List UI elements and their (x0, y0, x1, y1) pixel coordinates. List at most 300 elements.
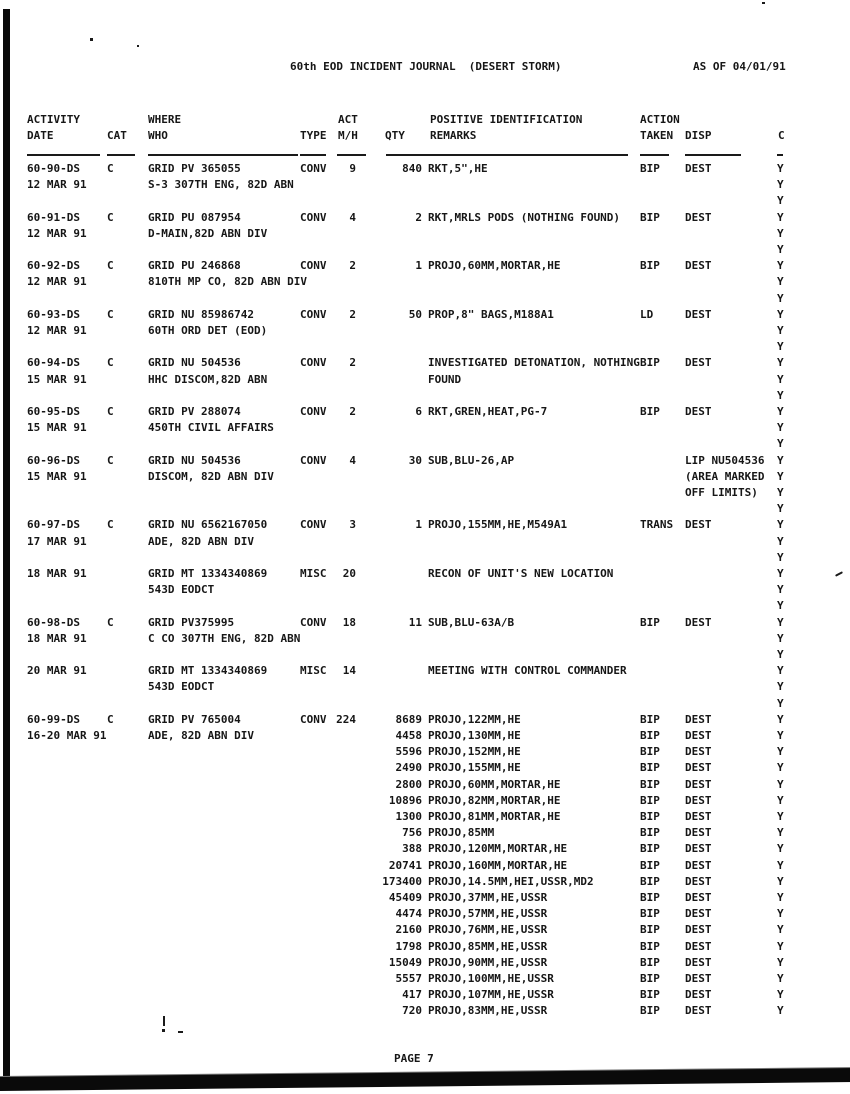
action-taken-cell: BIP (640, 988, 660, 1002)
col-header-qty: QTY (385, 129, 405, 142)
complete-flag-cell: Y (777, 356, 784, 370)
act-mh-cell: 4 (349, 453, 356, 467)
journal-line (0, 421, 850, 437)
col-header-disp: DISP (685, 129, 712, 142)
disp-cell: DEST (685, 729, 712, 742)
type-cell: CONV (300, 405, 327, 418)
remarks-cell: PROJO,152MM,HE (428, 745, 521, 759)
where-who-cell: DISCOM, 82D ABN DIV (148, 469, 274, 483)
action-taken-cell: BIP (640, 810, 660, 823)
disp-cell: DEST (685, 907, 712, 921)
journal-line (0, 324, 850, 340)
remarks-cell: PROJO,107MM,HE,USSR (428, 988, 554, 1002)
qty-cell: 30 (408, 453, 422, 467)
complete-flag-cell: Y (777, 486, 784, 499)
activity-date-cell: 60-95-DS (27, 405, 80, 418)
journal-line (0, 454, 850, 470)
pen-mark (162, 1029, 165, 1032)
journal-line (0, 502, 850, 518)
remarks-cell: PROJO,155MM,HE,M549A1 (428, 518, 568, 532)
activity-date-cell: 12 MAR 91 (27, 178, 87, 192)
disp-cell: DEST (685, 615, 712, 629)
disp-cell: DEST (685, 826, 712, 840)
complete-flag-cell: Y (777, 680, 784, 694)
journal-line (0, 956, 850, 972)
remarks-cell: RECON OF UNIT'S NEW LOCATION (428, 567, 614, 580)
activity-date-cell: 12 MAR 91 (27, 324, 87, 337)
activity-date-cell: 12 MAR 91 (27, 275, 87, 289)
disp-cell: DEST (685, 793, 712, 807)
qty-cell: 45409 (388, 891, 422, 904)
complete-flag-cell: Y (777, 615, 784, 629)
col-header-taken: TAKEN (640, 129, 674, 142)
journal-line (0, 292, 850, 308)
col-header-positive-identification: POSITIVE IDENTIFICATION (430, 113, 583, 126)
journal-line (0, 616, 850, 632)
remarks-cell: PROJO,100MM,HE,USSR (428, 972, 554, 985)
where-who-cell: GRID PV 765004 (148, 712, 241, 726)
where-who-cell: 810TH MP CO, 82D ABN DIV (148, 275, 307, 289)
disp-cell: DEST (685, 891, 712, 904)
where-who-cell: S-3 307TH ENG, 82D ABN (148, 178, 294, 192)
category-cell: C (107, 712, 114, 726)
where-who-cell: ADE, 82D ABN DIV (148, 729, 254, 742)
remarks-cell: PROJO,60MM,MORTAR,HE (428, 259, 561, 273)
type-cell: CONV (300, 615, 327, 629)
complete-flag-cell: Y (777, 842, 784, 856)
complete-flag-cell: Y (777, 664, 784, 678)
complete-flag-cell: Y (777, 761, 784, 775)
qty-cell: 2490 (395, 761, 422, 775)
disp-cell: DEST (685, 842, 712, 856)
journal-line (0, 583, 850, 599)
complete-flag-cell: Y (777, 194, 784, 208)
disp-cell: DEST (685, 761, 712, 775)
qty-cell: 2160 (395, 923, 422, 937)
remarks-cell: PROJO,37MM,HE,USSR (428, 891, 548, 904)
where-who-cell: GRID NU 504536 (148, 453, 241, 467)
act-mh-cell: 3 (349, 518, 356, 532)
where-who-cell: 543D EODCT (148, 583, 215, 597)
remarks-cell: PROJO,14.5MM,HEI,USSR,MD2 (428, 874, 594, 888)
action-taken-cell: TRANS (640, 518, 674, 532)
activity-date-cell: 60-98-DS (27, 615, 80, 629)
journal-line (0, 340, 850, 356)
act-mh-cell: 20 (342, 567, 356, 580)
pen-mark (178, 1031, 183, 1033)
complete-flag-cell: Y (777, 307, 784, 321)
journal-line (0, 940, 850, 956)
remarks-cell: PROJO,130MM,HE (428, 729, 521, 742)
remarks-cell: PROJO,81MM,MORTAR,HE (428, 810, 561, 823)
where-who-cell: D-MAIN,82D ABN DIV (148, 226, 268, 240)
where-who-cell: HHC DISCOM,82D ABN (148, 372, 268, 386)
action-taken-cell: BIP (640, 907, 660, 921)
journal-line (0, 599, 850, 615)
remarks-cell: PROJO,155MM,HE (428, 761, 521, 775)
remarks-cell: PROJO,85MM,HE,USSR (428, 939, 548, 953)
type-cell: CONV (300, 307, 327, 321)
complete-flag-cell: Y (777, 891, 784, 904)
qty-cell: 720 (402, 1004, 422, 1018)
disp-cell: DEST (685, 162, 712, 175)
complete-flag-cell: Y (777, 777, 784, 791)
col-header-action: ACTION (640, 113, 680, 126)
complete-flag-cell: Y (777, 275, 784, 289)
complete-flag-cell: Y (777, 453, 784, 467)
journal-line (0, 356, 850, 372)
complete-flag-cell: Y (777, 162, 784, 175)
journal-line (0, 227, 850, 243)
complete-flag-cell: Y (777, 939, 784, 953)
complete-flag-cell: Y (777, 567, 784, 580)
complete-flag-cell: Y (777, 874, 784, 888)
journal-line (0, 794, 850, 810)
complete-flag-cell: Y (777, 648, 784, 661)
disp-cell: DEST (685, 1004, 712, 1018)
complete-flag-cell: Y (777, 972, 784, 985)
activity-date-cell: 20 MAR 91 (27, 664, 87, 678)
category-cell: C (107, 453, 114, 467)
where-who-cell: ADE, 82D ABN DIV (148, 534, 254, 548)
journal-line (0, 373, 850, 389)
journal-line (0, 907, 850, 923)
journal-line (0, 972, 850, 988)
scan-edge-bottom-bar (0, 1068, 850, 1091)
type-cell: CONV (300, 356, 327, 370)
complete-flag-cell: Y (777, 923, 784, 937)
activity-date-cell: 16-20 MAR 91 (27, 729, 107, 742)
complete-flag-cell: Y (777, 405, 784, 418)
journal-line (0, 405, 850, 421)
where-who-cell: GRID PV375995 (148, 615, 235, 629)
qty-cell: 20741 (388, 858, 422, 872)
complete-flag-cell: Y (777, 226, 784, 240)
disp-cell: DEST (685, 745, 712, 759)
qty-cell: 15049 (388, 955, 422, 969)
activity-date-cell: 18 MAR 91 (27, 567, 87, 580)
action-taken-cell: BIP (640, 1004, 660, 1018)
activity-date-cell: 60-91-DS (27, 210, 80, 224)
column-underline (777, 154, 783, 156)
qty-cell: 417 (402, 988, 422, 1002)
journal-line (0, 470, 850, 486)
journal-line (0, 486, 850, 502)
where-who-cell: GRID PV 365055 (148, 162, 241, 175)
act-mh-cell: 14 (342, 664, 356, 678)
complete-flag-cell: Y (777, 712, 784, 726)
activity-date-cell: 15 MAR 91 (27, 469, 87, 483)
qty-cell: 173400 (382, 874, 422, 888)
act-mh-cell: 9 (349, 162, 356, 175)
remarks-cell: PROJO,82MM,MORTAR,HE (428, 793, 561, 807)
category-cell: C (107, 518, 114, 532)
complete-flag-cell: Y (777, 421, 784, 435)
activity-date-cell: 60-97-DS (27, 518, 80, 532)
activity-date-cell: 60-90-DS (27, 162, 80, 175)
qty-cell: 50 (408, 307, 422, 321)
qty-cell: 2800 (395, 777, 422, 791)
disp-cell: OFF LIMITS) (685, 486, 758, 499)
journal-line (0, 211, 850, 227)
remarks-cell: PROJO,60MM,MORTAR,HE (428, 777, 561, 791)
complete-flag-cell: Y (777, 1004, 784, 1018)
complete-flag-cell: Y (777, 631, 784, 645)
column-underline (685, 154, 741, 156)
scan-speck (90, 38, 93, 41)
activity-date-cell: 60-96-DS (27, 453, 80, 467)
activity-date-cell: 12 MAR 91 (27, 226, 87, 240)
complete-flag-cell: Y (777, 372, 784, 386)
action-taken-cell: BIP (640, 761, 660, 775)
complete-flag-cell: Y (777, 955, 784, 969)
as-of-date: AS OF 04/01/91 (693, 60, 786, 73)
category-cell: C (107, 162, 114, 175)
activity-date-cell: 60-99-DS (27, 712, 80, 726)
where-who-cell: GRID NU 85986742 (148, 307, 254, 321)
remarks-cell: RKT,GREN,HEAT,PG-7 (428, 405, 548, 418)
disp-cell: DEST (685, 988, 712, 1002)
col-header-c: C (778, 129, 785, 142)
category-cell: C (107, 259, 114, 273)
journal-line (0, 389, 850, 405)
column-underline (386, 154, 628, 156)
complete-flag-cell: Y (777, 988, 784, 1002)
where-who-cell: GRID PU 087954 (148, 210, 241, 224)
category-cell: C (107, 356, 114, 370)
remarks-cell: PROJO,57MM,HE,USSR (428, 907, 548, 921)
remarks-cell: PROJO,160MM,MORTAR,HE (428, 858, 568, 872)
act-mh-cell: 224 (336, 712, 356, 726)
journal-line (0, 551, 850, 567)
journal-line (0, 729, 850, 745)
col-header-type: TYPE (300, 129, 327, 142)
action-taken-cell: BIP (640, 405, 660, 418)
journal-line (0, 761, 850, 777)
remarks-cell: PROJO,83MM,HE,USSR (428, 1004, 548, 1018)
journal-line (0, 713, 850, 729)
qty-cell: 4474 (395, 907, 422, 921)
complete-flag-cell: Y (777, 210, 784, 224)
qty-cell: 1798 (395, 939, 422, 953)
qty-cell: 2 (415, 210, 422, 224)
complete-flag-cell: Y (777, 502, 784, 516)
complete-flag-cell: Y (777, 810, 784, 823)
complete-flag-cell: Y (777, 178, 784, 192)
column-underline (300, 154, 326, 156)
journal-line (0, 308, 850, 324)
action-taken-cell: LD (640, 307, 654, 321)
qty-cell: 10896 (388, 793, 422, 807)
activity-date-cell: 15 MAR 91 (27, 421, 87, 435)
disp-cell: DEST (685, 210, 712, 224)
action-taken-cell: BIP (640, 826, 660, 840)
column-underline (148, 154, 298, 156)
complete-flag-cell: Y (777, 907, 784, 921)
journal-line (0, 437, 850, 453)
category-cell: C (107, 615, 114, 629)
remarks-cell: FOUND (428, 372, 462, 386)
qty-cell: 756 (402, 826, 422, 840)
complete-flag-cell: Y (777, 550, 784, 564)
action-taken-cell: BIP (640, 729, 660, 742)
remarks-cell: PROJO,120MM,MORTAR,HE (428, 842, 568, 856)
complete-flag-cell: Y (777, 437, 784, 451)
where-who-cell: GRID MT 1334340869 (148, 664, 268, 678)
journal-line (0, 859, 850, 875)
journal-line (0, 826, 850, 842)
complete-flag-cell: Y (777, 259, 784, 273)
disp-cell: DEST (685, 712, 712, 726)
journal-line (0, 842, 850, 858)
where-who-cell: 60TH ORD DET (EOD) (148, 324, 268, 337)
pen-mark (163, 1016, 165, 1026)
remarks-cell: PROJO,85MM (428, 826, 495, 840)
journal-line (0, 988, 850, 1004)
act-mh-cell: 4 (349, 210, 356, 224)
action-taken-cell: BIP (640, 891, 660, 904)
document-title: 60th EOD INCIDENT JOURNAL (DESERT STORM) (290, 60, 562, 73)
disp-cell: DEST (685, 307, 712, 321)
disp-cell: DEST (685, 405, 712, 418)
complete-flag-cell: Y (777, 388, 784, 402)
col-header-mh: M/H (338, 129, 358, 142)
complete-flag-cell: Y (777, 745, 784, 759)
where-who-cell: GRID MT 1334340869 (148, 567, 268, 580)
journal-line (0, 697, 850, 713)
disp-cell: DEST (685, 518, 712, 532)
act-mh-cell: 2 (349, 356, 356, 370)
disp-cell: DEST (685, 972, 712, 985)
remarks-cell: RKT,5",HE (428, 162, 488, 175)
qty-cell: 5557 (395, 972, 422, 985)
journal-line (0, 194, 850, 210)
col-header-act: ACT (338, 113, 358, 126)
remarks-cell: MEETING WITH CONTROL COMMANDER (428, 664, 627, 678)
journal-line (0, 923, 850, 939)
qty-cell: 4458 (395, 729, 422, 742)
qty-cell: 11 (408, 615, 422, 629)
type-cell: MISC (300, 664, 327, 678)
where-who-cell: C CO 307TH ENG, 82D ABN (148, 631, 301, 645)
action-taken-cell: BIP (640, 955, 660, 969)
column-underline (337, 154, 366, 156)
page-number: PAGE 7 (394, 1052, 434, 1065)
disp-cell: DEST (685, 858, 712, 872)
journal-line (0, 535, 850, 551)
act-mh-cell: 2 (349, 259, 356, 273)
journal-line (0, 778, 850, 794)
qty-cell: 8689 (395, 712, 422, 726)
act-mh-cell: 18 (342, 615, 356, 629)
action-taken-cell: BIP (640, 793, 660, 807)
col-header-who: WHO (148, 129, 168, 142)
journal-line (0, 810, 850, 826)
activity-date-cell: 15 MAR 91 (27, 372, 87, 386)
remarks-cell: INVESTIGATED DETONATION, NOTHING (428, 356, 640, 370)
activity-date-cell: 60-94-DS (27, 356, 80, 370)
remarks-cell: PROJO,122MM,HE (428, 712, 521, 726)
complete-flag-cell: Y (777, 243, 784, 256)
where-who-cell: 543D EODCT (148, 680, 215, 694)
scan-speck (137, 45, 139, 47)
complete-flag-cell: Y (777, 518, 784, 532)
disp-cell: (AREA MARKED (685, 469, 765, 483)
journal-line (0, 178, 850, 194)
journal-line (0, 680, 850, 696)
journal-line (0, 664, 850, 680)
remarks-cell: PROJO,76MM,HE,USSR (428, 923, 548, 937)
where-who-cell: GRID NU 6562167050 (148, 518, 268, 532)
qty-cell: 5596 (395, 745, 422, 759)
complete-flag-cell: Y (777, 696, 784, 710)
complete-flag-cell: Y (777, 469, 784, 483)
action-taken-cell: BIP (640, 356, 660, 370)
complete-flag-cell: Y (777, 599, 784, 613)
column-underline (107, 154, 135, 156)
disp-cell: DEST (685, 955, 712, 969)
col-header-cat: CAT (107, 129, 127, 142)
type-cell: CONV (300, 259, 327, 273)
category-cell: C (107, 307, 114, 321)
action-taken-cell: BIP (640, 259, 660, 273)
action-taken-cell: BIP (640, 858, 660, 872)
qty-cell: 388 (402, 842, 422, 856)
qty-cell: 1300 (395, 810, 422, 823)
column-underline (640, 154, 669, 156)
col-header-activity: ACTIVITY (27, 113, 80, 126)
activity-date-cell: 17 MAR 91 (27, 534, 87, 548)
complete-flag-cell: Y (777, 583, 784, 597)
action-taken-cell: BIP (640, 972, 660, 985)
qty-cell: 6 (415, 405, 422, 418)
action-taken-cell: BIP (640, 939, 660, 953)
category-cell: C (107, 405, 114, 418)
journal-line (0, 567, 850, 583)
action-taken-cell: BIP (640, 210, 660, 224)
where-who-cell: 450TH CIVIL AFFAIRS (148, 421, 274, 435)
complete-flag-cell: Y (777, 291, 784, 305)
remarks-cell: PROP,8" BAGS,M188A1 (428, 307, 554, 321)
disp-cell: DEST (685, 777, 712, 791)
category-cell: C (107, 210, 114, 224)
col-header-date: DATE (27, 129, 54, 142)
journal-line (0, 875, 850, 891)
type-cell: CONV (300, 210, 327, 224)
action-taken-cell: BIP (640, 842, 660, 856)
journal-line (0, 275, 850, 291)
action-taken-cell: BIP (640, 874, 660, 888)
journal-line (0, 259, 850, 275)
col-header-where: WHERE (148, 113, 182, 126)
qty-cell: 840 (402, 162, 422, 175)
act-mh-cell: 2 (349, 307, 356, 321)
disp-cell: DEST (685, 259, 712, 273)
scan-speck (762, 2, 765, 4)
action-taken-cell: BIP (640, 745, 660, 759)
remarks-cell: RKT,MRLS PODS (NOTHING FOUND) (428, 210, 621, 224)
where-who-cell: GRID NU 504536 (148, 356, 241, 370)
type-cell: CONV (300, 453, 327, 467)
activity-date-cell: 60-92-DS (27, 259, 80, 273)
disp-cell: DEST (685, 356, 712, 370)
journal-line (0, 632, 850, 648)
type-cell: CONV (300, 162, 327, 175)
journal-line (0, 891, 850, 907)
activity-date-cell: 18 MAR 91 (27, 631, 87, 645)
col-header-remarks: REMARKS (430, 129, 477, 142)
type-cell: MISC (300, 567, 327, 580)
